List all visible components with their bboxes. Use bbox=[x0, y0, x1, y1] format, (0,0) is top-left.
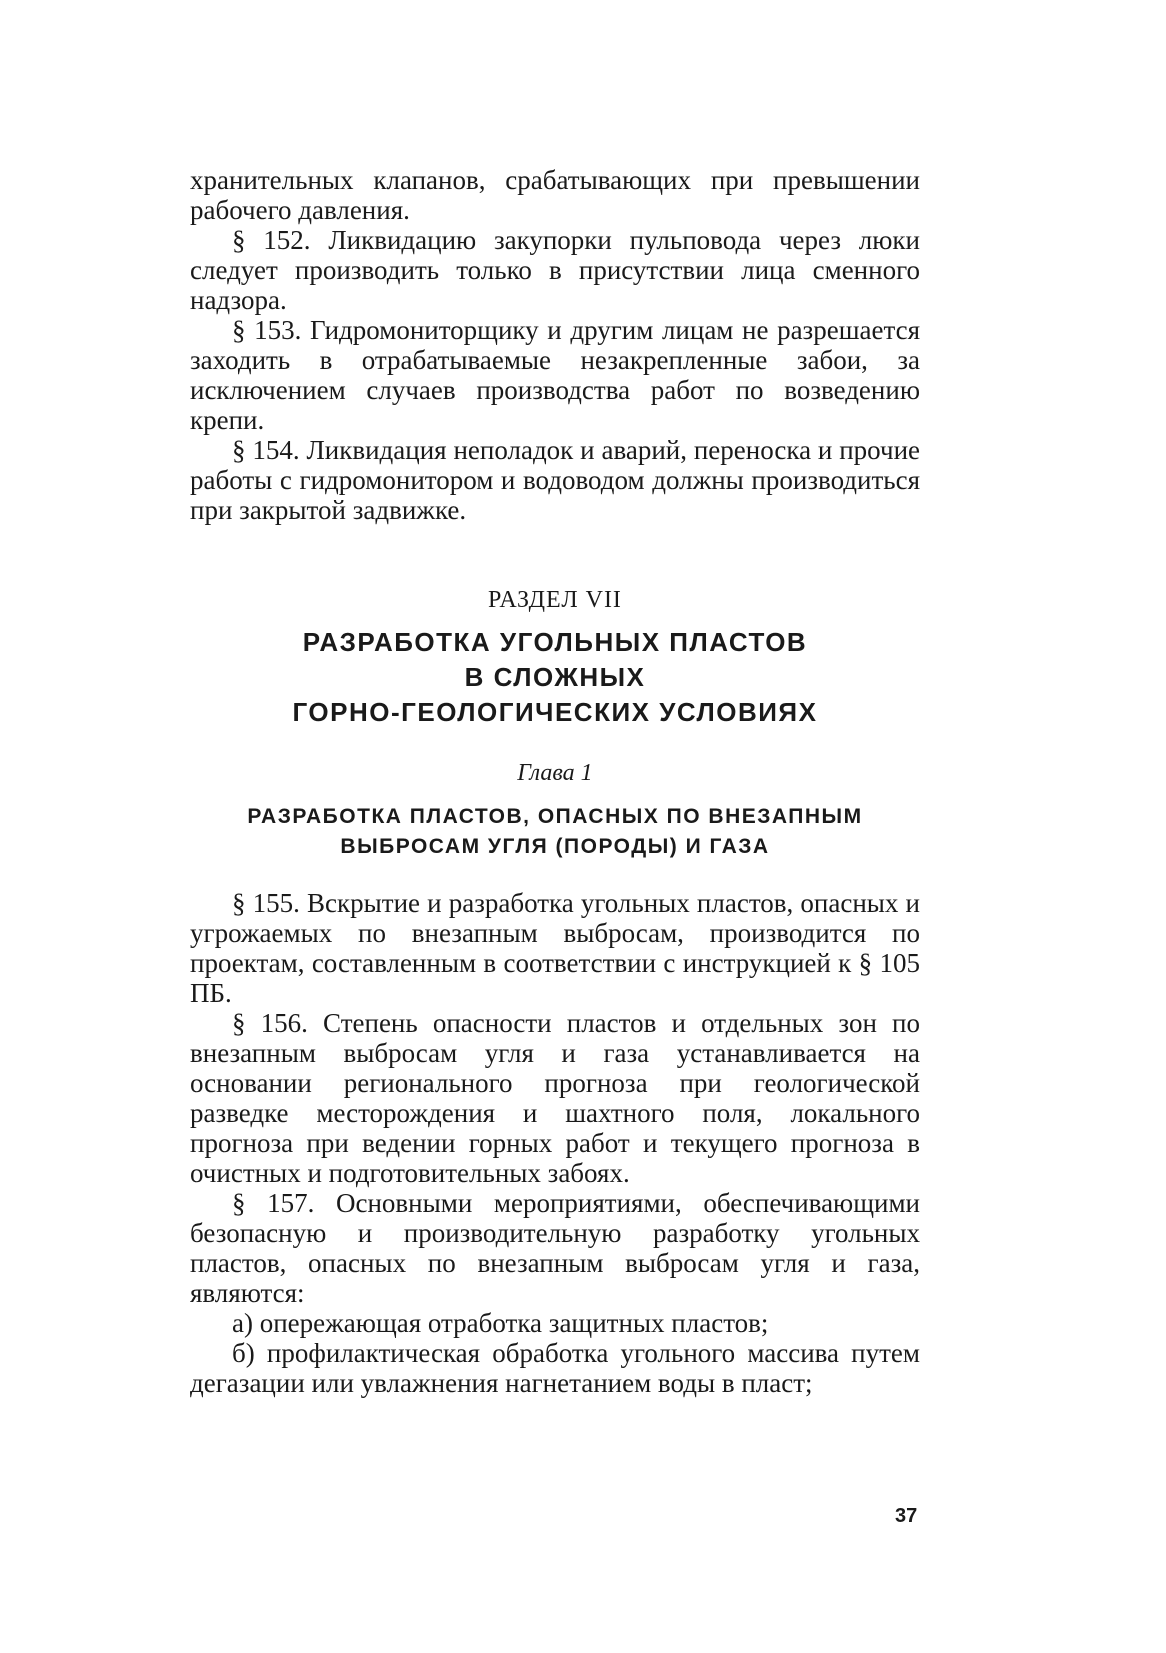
paragraph-154: § 154. Ликвидация неполадок и аварий, переноска и прочие работы с гидромонитором и водоводом должны производиться при закрытой задвижке. bbox=[190, 435, 920, 525]
list-item-a: а) опережающая отработка защитных пластов; bbox=[232, 1308, 769, 1338]
chapter-title-line-1: РАЗРАБОТКА ПЛАСТОВ, ОПАСНЫХ ПО ВНЕЗАПНЫМ bbox=[247, 805, 863, 828]
chapter-title-line-2: ВЫБРОСАМ УГЛЯ (ПОРОДЫ) И ГАЗА bbox=[340, 835, 770, 858]
paragraph-156: § 156. Степень опасности пластов и отдельных зон по внезапным выбросам угля и газа устанавливается на основании регионального прогноза при геологической разведке месторождения и шахтного поля, локального прогноза при ведении горных работ и текущего прогноза в очистных и подготовительных забоях. bbox=[190, 1008, 920, 1188]
section-title-line-3: ГОРНО-ГЕОЛОГИЧЕСКИХ УСЛОВИЯХ bbox=[292, 697, 818, 727]
section-title-line-1: РАЗРАБОТКА УГОЛЬНЫХ ПЛАСТОВ bbox=[302, 627, 808, 657]
chapter-label: Глава 1 bbox=[517, 760, 593, 786]
paragraph-153: § 153. Гидромониторщику и другим лицам не разрешается заходить в отрабатываемые незакрепленные забои, за исключением случаев производства работ по возведению крепи. bbox=[190, 315, 920, 435]
intro-continuation-paragraph: хранительных клапанов, срабатывающих при превышении рабочего давления. bbox=[190, 165, 920, 225]
page-body bbox=[190, 165, 920, 1398]
chapter-title bbox=[190, 802, 920, 862]
list-item-b: б) профилактическая обработка угольного массива путем дегазации или увлажнения нагнетанием воды в пласт; bbox=[190, 1338, 920, 1398]
paragraph-157: § 157. Основными мероприятиями, обеспечивающими безопасную и производительную разработку угольных пластов, опасных по внезапным выбросам угля и газа, являются: bbox=[190, 1188, 920, 1308]
section-title-line-2: В СЛОЖНЫХ bbox=[464, 662, 646, 692]
section-label: РАЗДЕЛ VII bbox=[488, 587, 622, 613]
paragraph-155: § 155. Вскрытие и разработка угольных пластов, опасных и угрожаемых по внезапным выбросам, производится по проектам, составленным в соответствии с инструкцией к § 105 ПБ. bbox=[190, 888, 920, 1008]
paragraph-152: § 152. Ликвидацию закупорки пульповода через люки следует производить только в присутствии лица сменного надзора. bbox=[190, 225, 920, 315]
section-title bbox=[190, 625, 920, 730]
page-number: 37 bbox=[895, 1505, 918, 1527]
